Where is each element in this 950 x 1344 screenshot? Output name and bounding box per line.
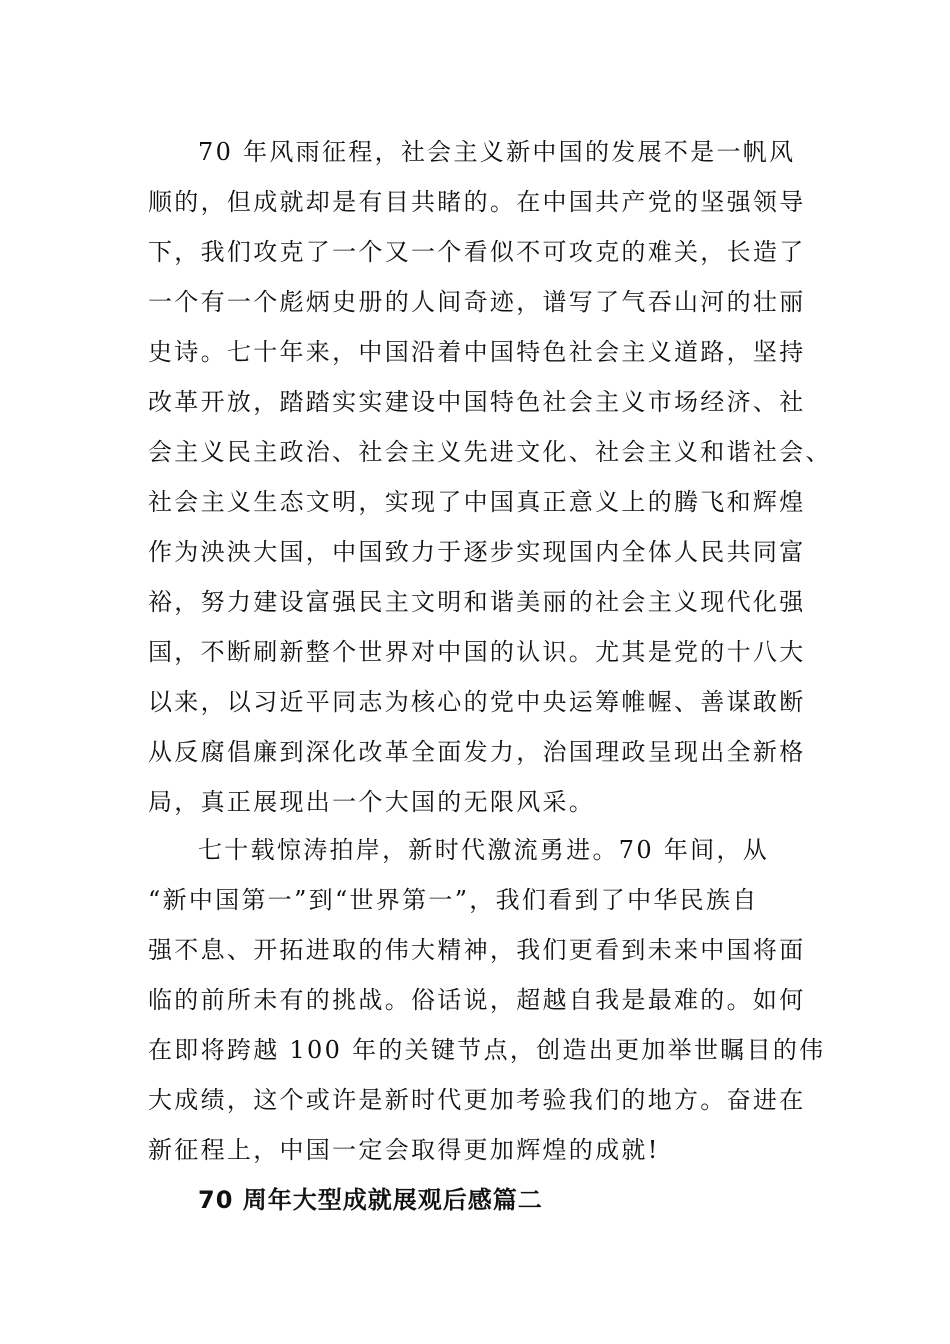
paragraph-2-line-7: 新征程上，中国一定会取得更加辉煌的成就! [148,1136,660,1164]
paragraph-1-line-6: 改革开放，踏踏实实建设中国特色社会主义市场经济、社 [148,388,806,416]
paragraph-2-line-3: 强不息、开拓进取的伟大精神，我们更看到未来中国将面 [148,936,806,964]
paragraph-1-line-12: 以来，以习近平同志为核心的党中央运筹帷幄、善谋敢断 [148,688,806,716]
paragraph-1-line-7: 会主义民主政治、社会主义先进文化、社会主义和谐社会、 [148,438,832,466]
paragraph-2-line-4: 临的前所未有的挑战。俗话说，超越自我是最难的。如何 [148,986,806,1014]
paragraph-1-line-11: 国，不断刷新整个世界对中国的认识。尤其是党的十八大 [148,638,806,666]
paragraph-1-line-8: 社会主义生态文明，实现了中国真正意义上的腾飞和辉煌 [148,488,806,516]
paragraph-1-line-2: 顺的，但成就却是有目共睹的。在中国共产党的坚强领导 [148,188,806,216]
paragraph-1-line-9: 作为泱泱大国，中国致力于逐步实现国内全体人民共同富 [148,538,806,566]
paragraph-1-line-10: 裕，努力建设富强民主文明和谐美丽的社会主义现代化强 [148,588,806,616]
paragraph-1-line-4: 一个有一个彪炳史册的人间奇迹，谱写了气吞山河的壮丽 [148,288,806,316]
paragraph-1-line-13: 从反腐倡廉到深化改革全面发力，治国理政呈现出全新格 [148,738,806,766]
paragraph-2-line-6: 大成绩，这个或许是新时代更加考验我们的地方。奋进在 [148,1086,806,1114]
paragraph-1-line-1: 70 年风雨征程，社会主义新中国的发展不是一帆风 [198,138,796,166]
paragraph-2-line-5: 在即将跨越 100 年的关键节点，创造出更加举世瞩目的伟 [148,1036,826,1064]
paragraph-1-line-3: 下，我们攻克了一个又一个看似不可攻克的难关，长造了 [148,238,806,266]
paragraph-1-line-5: 史诗。七十年来，中国沿着中国特色社会主义道路，坚持 [148,338,806,366]
section-heading: 70 周年大型成就展观后感篇二 [198,1186,543,1214]
paragraph-1-line-14: 局，真正展现出一个大国的无限风采。 [148,788,596,816]
paragraph-2-line-1: 七十载惊涛拍岸，新时代激流勇进。70 年间，从 [198,836,770,864]
paragraph-2-line-2: “新中国第一”到“世界第一”，我们看到了中华民族自 [148,886,759,914]
